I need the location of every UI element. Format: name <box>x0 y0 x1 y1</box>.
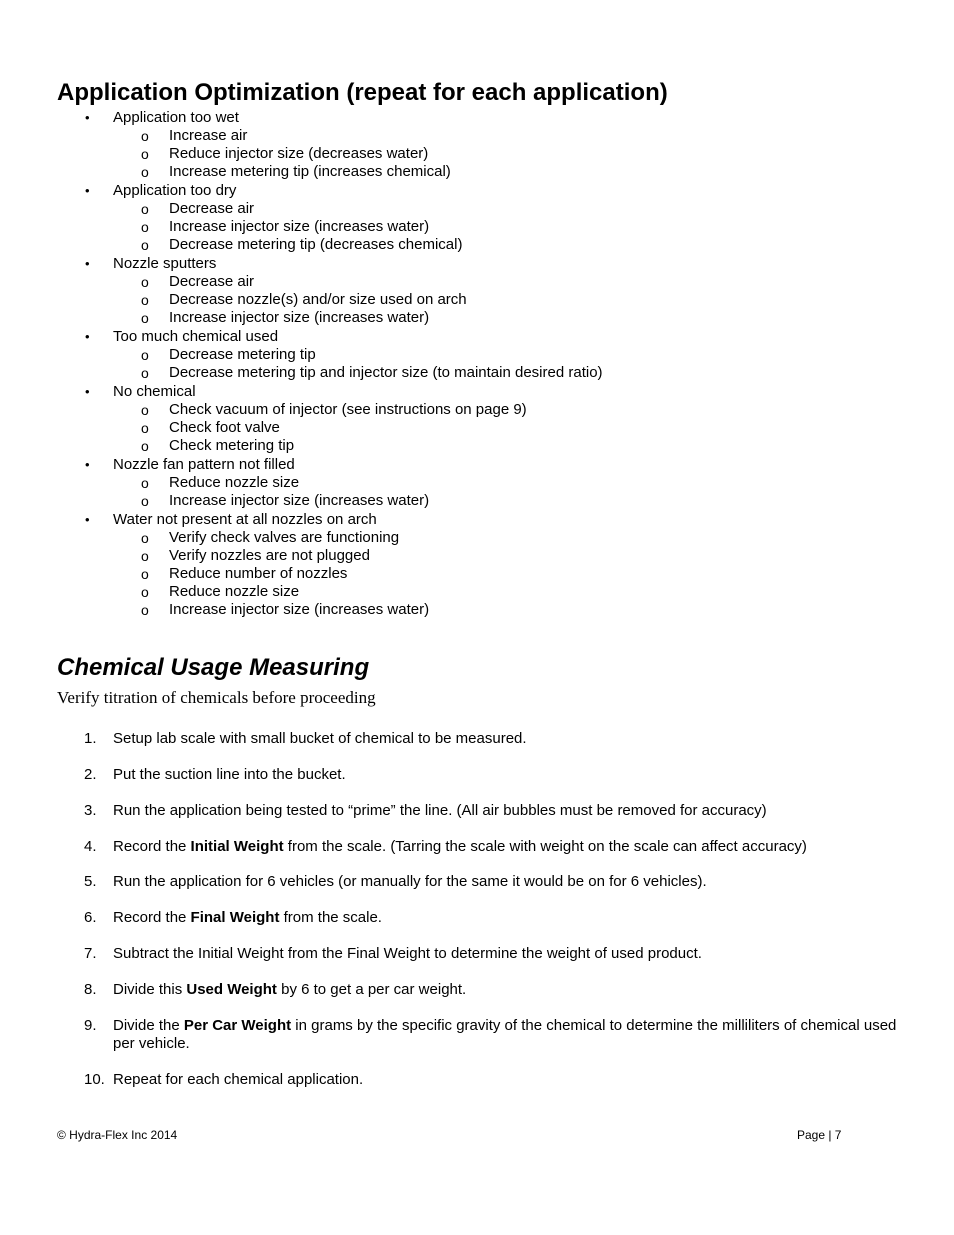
sub-list-item <box>0 218 954 236</box>
sub-list-item <box>0 401 954 419</box>
sub-list-item <box>0 529 954 547</box>
step-text <box>113 945 903 963</box>
step-text-pre: Run the application being tested to “prime” the line. (All air bubbles must be removed for accuracy) <box>113 802 767 819</box>
step-text-pre: Record the <box>113 909 191 926</box>
sub-list-item <box>0 364 954 382</box>
list-item-label: Application too dry <box>113 182 237 199</box>
section-title-chemical-usage: Chemical Usage Measuring <box>57 654 370 681</box>
step-text-pre: Put the suction line into the bucket. <box>113 766 346 783</box>
sub-bullet-marker: o <box>141 310 149 326</box>
sub-bullet-marker: o <box>141 584 149 600</box>
step-text <box>113 981 903 999</box>
list-item <box>0 382 954 401</box>
sub-bullet-marker: o <box>141 438 149 454</box>
sub-bullet-marker: o <box>141 420 149 436</box>
section-title-application-optimization: Application Optimization (repeat for each application) <box>57 79 668 106</box>
sub-list-item <box>0 163 954 181</box>
footer-copyright: © Hydra-Flex Inc 2014 <box>57 1128 178 1142</box>
list-item-label: Too much chemical used <box>113 328 279 345</box>
step-text <box>113 1071 903 1089</box>
bullet-marker: • <box>85 329 90 344</box>
sub-list-item-label: Reduce injector size (decreases water) <box>169 145 429 162</box>
sub-list-item-label: Decrease nozzle(s) and/or size used on arch <box>169 291 467 308</box>
step-number: 7. <box>84 945 97 962</box>
sub-list-item <box>0 437 954 455</box>
bullet-marker: • <box>85 512 90 527</box>
sub-list-item-label: Check vacuum of injector (see instructions on page 9) <box>169 401 527 418</box>
step-text-bold: Per Car Weight <box>183 1017 292 1034</box>
sub-list-item-label: Decrease metering tip <box>169 346 316 363</box>
sub-list-item-label: Increase injector size (increases water) <box>169 218 430 235</box>
sub-list-item-label: Decrease air <box>169 200 255 217</box>
sub-bullet-marker: o <box>141 201 149 217</box>
sub-list-item-label: Verify nozzles are not plugged <box>169 547 370 564</box>
sub-list-item-label: Increase metering tip (increases chemical) <box>169 163 451 180</box>
step-number: 3. <box>84 802 97 819</box>
sub-list-item <box>0 127 954 145</box>
step-number: 4. <box>84 838 97 855</box>
step-text-pre: Record the <box>113 838 191 855</box>
step-text-post: in grams by the specific gravity of the chemical to determine the milliliters of chemical used per vehicle. <box>113 1017 897 1052</box>
sub-list-item <box>0 419 954 437</box>
sub-list-item <box>0 583 954 601</box>
list-item <box>0 455 954 474</box>
step-text <box>113 909 903 927</box>
step-number: 6. <box>84 909 97 926</box>
sub-bullet-marker: o <box>141 475 149 491</box>
sub-list-item <box>0 601 954 619</box>
list-item <box>0 327 954 346</box>
sub-list-item <box>0 492 954 510</box>
sub-list-item-label: Decrease metering tip and injector size (to maintain desired ratio) <box>169 364 603 381</box>
step-number: 1. <box>84 730 97 747</box>
sub-list-item-label: Decrease air <box>169 273 255 290</box>
list-item-label: Application too wet <box>113 109 239 126</box>
list-item <box>0 254 954 273</box>
step-number: 2. <box>84 766 97 783</box>
bullet-marker: • <box>85 183 90 198</box>
sub-list-item-label: Increase injector size (increases water) <box>169 309 430 326</box>
sub-list-item <box>0 565 954 583</box>
step-text-post: by 6 to get a per car weight. <box>276 981 467 998</box>
list-item-label: Nozzle fan pattern not filled <box>113 456 295 473</box>
bullet-marker: • <box>85 256 90 271</box>
sub-list-item <box>0 346 954 364</box>
sub-bullet-marker: o <box>141 493 149 509</box>
footer-page-number: Page | 7 <box>797 1128 842 1142</box>
sub-list-item <box>0 547 954 565</box>
sub-bullet-marker: o <box>141 402 149 418</box>
step-number: 8. <box>84 981 97 998</box>
step-text-post: from the scale. (Tarring the scale with weight on the scale can affect accuracy) <box>283 838 807 855</box>
step-number: 9. <box>84 1017 97 1034</box>
list-item <box>0 108 954 127</box>
sub-list-item-label: Increase air <box>169 127 248 144</box>
sub-list-item-label: Check foot valve <box>169 419 280 436</box>
step-text-post: from the scale. <box>279 909 382 926</box>
sub-bullet-marker: o <box>141 602 149 618</box>
sub-bullet-marker: o <box>141 219 149 235</box>
step-number: 5. <box>84 873 97 890</box>
optimization-list <box>0 108 954 619</box>
bullet-marker: • <box>85 457 90 472</box>
step-text-bold: Used Weight <box>186 981 277 998</box>
bullet-marker: • <box>85 384 90 399</box>
step-text-bold: Initial Weight <box>190 838 284 855</box>
sub-list-item <box>0 236 954 254</box>
sub-bullet-marker: o <box>141 146 149 162</box>
sub-bullet-marker: o <box>141 128 149 144</box>
step-text-pre: Setup lab scale with small bucket of chemical to be measured. <box>113 730 527 747</box>
sub-list-item <box>0 200 954 218</box>
sub-bullet-marker: o <box>141 566 149 582</box>
step-text-pre: Divide the <box>113 1017 184 1034</box>
sub-list-item-label: Verify check valves are functioning <box>169 529 400 546</box>
bullet-marker: • <box>85 110 90 125</box>
step-text <box>113 1017 903 1053</box>
sub-list-item <box>0 273 954 291</box>
step-text <box>113 730 903 748</box>
sub-bullet-marker: o <box>141 530 149 546</box>
step-text <box>113 802 903 820</box>
sub-bullet-marker: o <box>141 365 149 381</box>
step-text <box>113 766 903 784</box>
sub-list-item <box>0 291 954 309</box>
sub-list-item-label: Reduce nozzle size <box>169 583 300 600</box>
list-item <box>0 510 954 529</box>
list-item-label: Water not present at all nozzles on arch <box>113 511 377 528</box>
sub-list-item-label: Increase injector size (increases water) <box>169 601 430 618</box>
list-item-label: Nozzle sputters <box>113 255 217 272</box>
sub-list-item-label: Check metering tip <box>169 437 295 454</box>
step-text <box>113 873 903 891</box>
sub-list-item-label: Reduce nozzle size <box>169 474 300 491</box>
step-text-pre: Divide this <box>113 981 187 998</box>
step-number: 10. <box>84 1071 105 1088</box>
step-text-pre: Repeat for each chemical application. <box>113 1071 364 1088</box>
sub-list-item-label: Reduce number of nozzles <box>169 565 348 582</box>
sub-bullet-marker: o <box>141 237 149 253</box>
sub-list-item-label: Increase injector size (increases water) <box>169 492 430 509</box>
sub-bullet-marker: o <box>141 292 149 308</box>
step-text-bold: Final Weight <box>190 909 280 926</box>
step-text-pre: Run the application for 6 vehicles (or manually for the same it would be on for 6 vehicles). <box>113 873 707 890</box>
sub-bullet-marker: o <box>141 164 149 180</box>
list-item-label: No chemical <box>113 383 196 400</box>
list-item <box>0 181 954 200</box>
sub-bullet-marker: o <box>141 347 149 363</box>
section-subtitle: Verify titration of chemicals before proceeding <box>57 688 376 707</box>
sub-list-item <box>0 309 954 327</box>
sub-list-item <box>0 145 954 163</box>
sub-list-item <box>0 474 954 492</box>
sub-bullet-marker: o <box>141 274 149 290</box>
sub-bullet-marker: o <box>141 548 149 564</box>
sub-list-item-label: Decrease metering tip (decreases chemical) <box>169 236 463 253</box>
step-text-pre: Subtract the Initial Weight from the Final Weight to determine the weight of used product. <box>113 945 702 962</box>
step-text <box>113 838 903 856</box>
